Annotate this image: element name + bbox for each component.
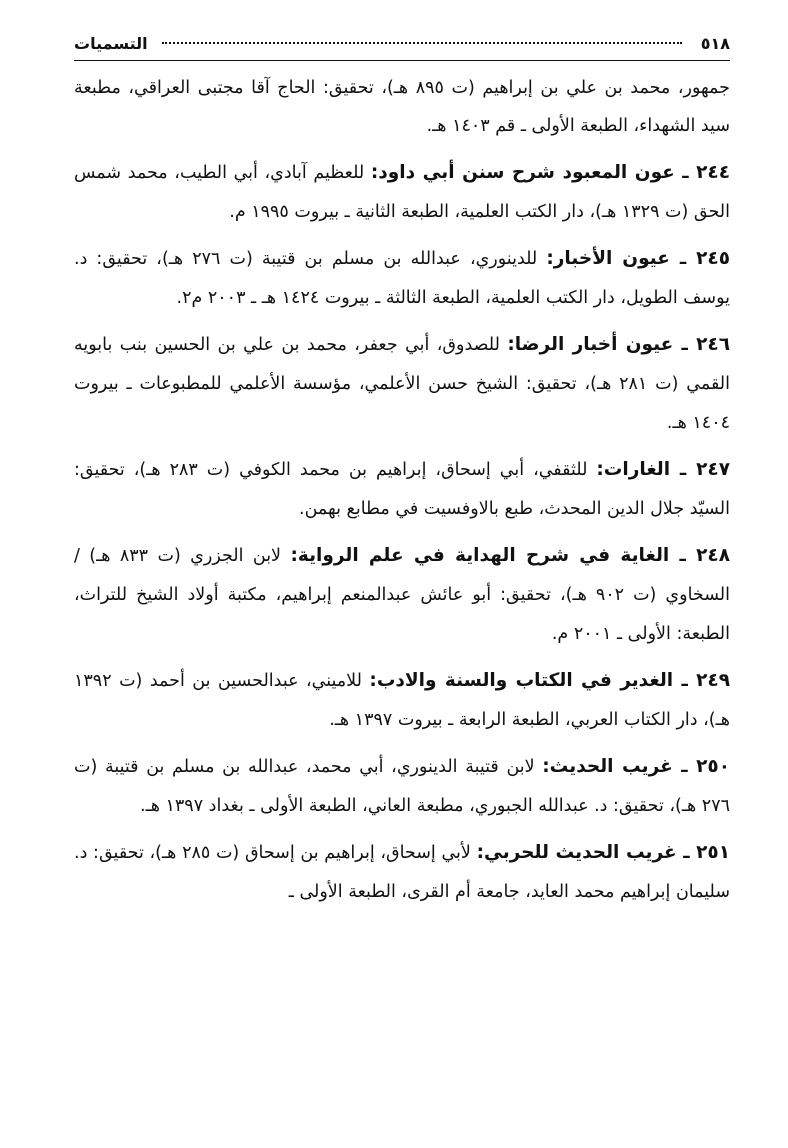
bibliography-entry-244 <box>74 153 730 231</box>
bibliography-entry-248 <box>74 536 730 653</box>
entry-details: للاميني، عبدالحسين بن أحمد (ت ١٣٩٢ هـ)، دار الكتاب العربي، الطبعة الرابعة ـ بيروت ١٣٩٧ هـ. <box>74 671 730 730</box>
bibliography-entry-245 <box>74 239 730 317</box>
bibliography-entry-249 <box>74 661 730 739</box>
entry-details: لابن قتيبة الدينوري، أبي محمد، عبدالله بن مسلم بن قتيبة (ت ٢٧٦ هـ)، تحقيق: د. عبدالله الجبوري، مطبعة العاني، الطبعة الأولى ـ بغداد ١٣٩٧ هـ. <box>74 757 730 816</box>
entry-title: ٢٤٤ ـ عون المعبود شرح سنن أبي داود: <box>370 162 731 183</box>
entry-title: ٢٤٩ ـ الغدير في الكتاب والسنة والادب: <box>369 670 730 691</box>
entry-details: للثقفي، أبي إسحاق، إبراهيم بن محمد الكوفي (ت ٢٨٣ هـ)، تحقيق: السيّد جلال الدين المحدث، طبع بالاوفسيت في مطابع بهمن. <box>74 460 730 519</box>
bibliography-list <box>74 69 730 911</box>
entry-details: لأبي إسحاق، إبراهيم بن إسحاق (ت ٢٨٥ هـ)، تحقيق: د. سليمان إبراهيم محمد العايد، جامعة أم القرى، الطبعة الأولى ـ <box>74 843 730 902</box>
entry-title: ٢٤٨ ـ الغاية في شرح الهداية في علم الرواية: <box>290 545 730 566</box>
entry-title: ٢٤٦ ـ عيون أخبار الرضا: <box>507 334 730 355</box>
entry-details: للعظيم آبادي، أبي الطيب، محمد شمس الحق (ت ١٣٢٩ هـ)، دار الكتب العلمية، الطبعة الثانية ـ بيروت ١٩٩٥ م. <box>74 163 730 222</box>
page-number: ٥١٨ <box>700 34 730 53</box>
bibliography-entry-251 <box>74 833 730 911</box>
entry-title: ٢٤٧ ـ الغارات: <box>596 459 730 480</box>
bibliography-entry-247 <box>74 450 730 528</box>
document-page <box>74 28 730 919</box>
entry-title: ٢٤٥ ـ عيون الأخبار: <box>546 248 730 269</box>
continuation-paragraph: جمهور، محمد بن علي بن إبراهيم (ت ٨٩٥ هـ)، تحقيق: الحاج آقا مجتبى العراقي، مطبعة سيد الشهداء، الطبعة الأولى ـ قم ١٤٠٣ هـ. <box>74 78 730 136</box>
entry-details: لابن الجزري (ت ٨٣٣ هـ) / السخاوي (ت ٩٠٢ هـ)، تحقيق: أبو عائش عبدالمنعم إبراهيم، مكتبة أولاد الشيخ للتراث، الطبعة: الأولى ـ ٢٠٠١ م. <box>74 546 730 644</box>
entry-details: للدينوري، عبدالله بن مسلم بن قتيبة (ت ٢٧٦ هـ)، تحقيق: د. يوسف الطويل، دار الكتب العلمية، الطبعة الثالثة ـ بيروت ١٤٢٤ هـ ـ ٢٠٠٣ م٢. <box>74 249 730 308</box>
entry-details: للصدوق، أبي جعفر، محمد بن علي بن الحسين بنب بابويه القمي (ت ٢٨١ هـ)، تحقيق: الشيخ حسن الأعلمي، مؤسسة الأعلمي للمطبوعات ـ بيروت ١٤٠٤ هـ. <box>74 335 730 433</box>
page-header <box>74 28 730 61</box>
entry-title: ٢٥٠ ـ غريب الحديث: <box>542 756 730 777</box>
entry-title: ٢٥١ ـ غريب الحديث للحربي: <box>476 842 730 863</box>
bibliography-entry-246 <box>74 325 730 442</box>
header-leader-dots <box>162 42 682 44</box>
running-title: التسميات <box>74 34 148 53</box>
bibliography-entry-250 <box>74 747 730 825</box>
